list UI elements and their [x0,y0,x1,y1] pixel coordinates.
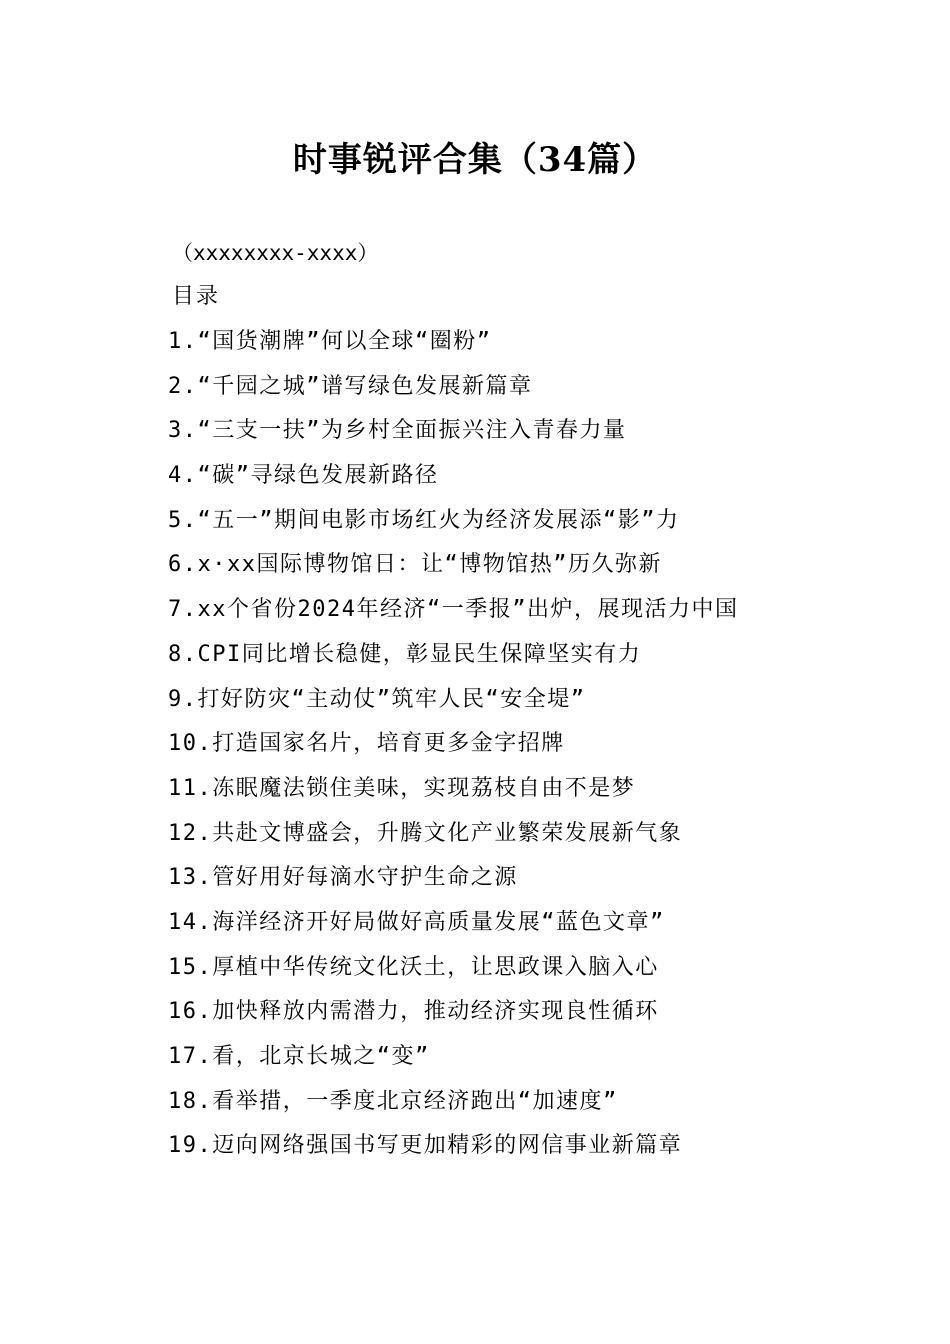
toc-item-5: 5.“五一”期间电影市场红火为经济发展添“影”力 [168,507,680,533]
toc-item-6: 6.x·xx国际博物馆日：让“博物馆热”历久弥新 [168,552,662,578]
date-range-subtitle: （xxxxxxxx-xxxx） [172,241,379,265]
toc-item-4: 4.“碳”寻绿色发展新路径 [168,463,439,489]
toc-item-13: 13.管好用好每滴水守护生命之源 [168,865,518,891]
toc-item-12: 12.共赴文博盛会，升腾文化产业繁荣发展新气象 [168,820,683,846]
toc-item-19: 19.迈向网络强国书写更加精彩的网信事业新篇章 [168,1133,683,1159]
toc-item-8: 8.CPI同比增长稳健，彰显民生保障坚实有力 [168,641,642,667]
toc-item-3: 3.“三支一扶”为乡村全面振兴注入青春力量 [168,418,627,444]
toc-item-9: 9.打好防灾“主动仗”筑牢人民“安全堤” [168,686,586,712]
toc-item-11: 11.冻眠魔法锁住美味，实现荔枝自由不是梦 [168,775,636,801]
document-title: 时事锐评合集（34篇） [292,140,658,180]
toc-item-7: 7.xx个省份2024年经济“一季报”出炉，展现活力中国 [168,597,739,623]
toc-item-14: 14.海洋经济开好局做好高质量发展“蓝色文章” [168,909,665,935]
toc-item-18: 18.看举措，一季度北京经济跑出“加速度” [168,1088,618,1114]
toc-item-15: 15.厚植中华传统文化沃土，让思政课入脑入心 [168,954,659,980]
toc-item-2: 2.“千园之城”谱写绿色发展新篇章 [168,373,533,399]
toc-item-1: 1.“国货潮牌”何以全球“圈粉” [168,329,492,354]
toc-item-16: 16.加快释放内需潜力，推动经济实现良性循环 [168,999,659,1025]
toc-item-17: 17.看，北京长城之“变” [168,1044,430,1069]
toc-item-10: 10.打造国家名片，培育更多金字招牌 [168,731,565,757]
toc-list [168,324,738,1173]
toc-heading: 目录 [172,284,221,309]
